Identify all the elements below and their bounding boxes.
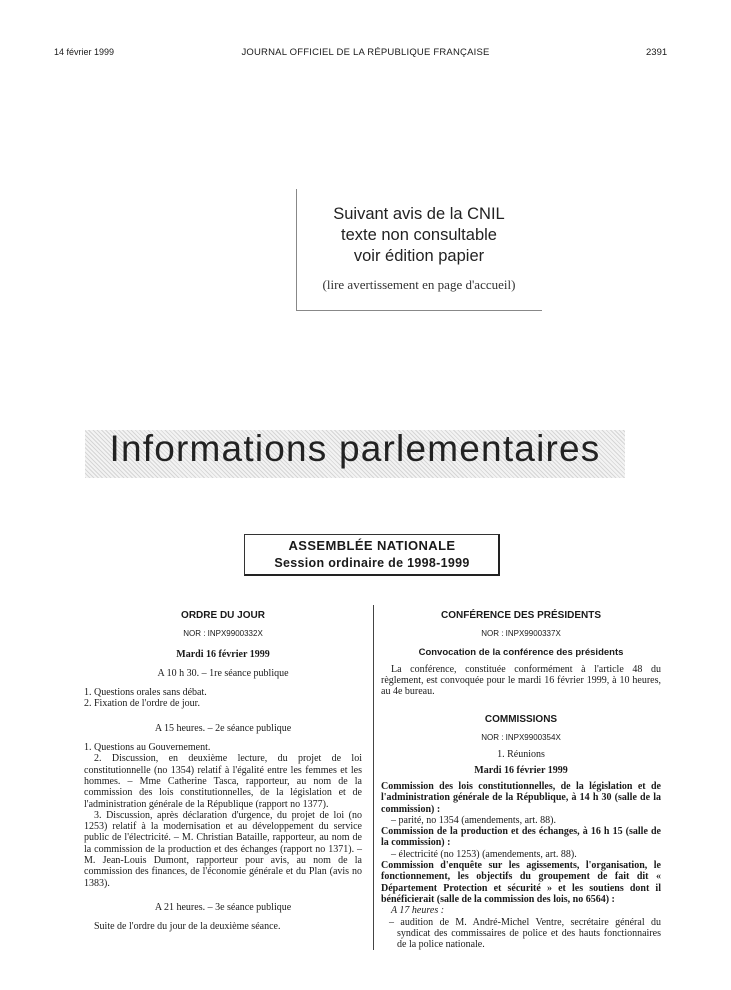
right-column	[381, 610, 661, 950]
session-day: Mardi 16 février 1999	[474, 764, 568, 776]
commission-2-title: Commission de la production et des échanges, à 16 h 15 (salle de la commission) :	[381, 826, 661, 849]
header-date: 14 février 1999	[54, 47, 115, 57]
commission-2-item: – électricité (no 1253) (amendements, art. 88).	[391, 848, 577, 860]
commission-3-time: A 17 heures :	[391, 905, 445, 917]
journal-title: JOURNAL OFFICIEL DE LA RÉPUBLIQUE FRANÇAISE	[241, 47, 490, 58]
conference-heading: CONFÉRENCE DES PRÉSIDENTS	[440, 610, 602, 621]
sitting-2-item: 1. Questions au Gouvernement.	[84, 742, 211, 754]
column-divider	[373, 605, 374, 950]
cnil-notice	[296, 204, 542, 293]
cnil-line-2: texte non consultable	[341, 226, 497, 244]
sitting-3-title: A 21 heures. – 3e séance publique	[154, 901, 292, 913]
nor-reference: NOR : INPX9900354X	[481, 733, 561, 743]
session-day: Mardi 16 février 1999	[176, 648, 270, 660]
commission-3-title: Commission d'enquête sur les agissements, l'organisation, le fonctionnement, les objectifs du groupement de fait dit « Département Protection et sécurité » et les soutiens dont il bénéficierait (salle de la commission des lois, no 6564) :	[381, 860, 661, 905]
sitting-1-item: 2. Fixation de l'ordre de jour.	[84, 698, 200, 710]
sitting-1-item: 1. Questions orales sans débat.	[84, 687, 207, 699]
cnil-line-1: Suivant avis de la CNIL	[333, 205, 505, 223]
reunions-heading: 1. Réunions	[497, 749, 545, 761]
cnil-line-4: (lire avertissement en page d'accueil)	[322, 277, 516, 292]
commission-3-item: – audition de M. André-Michel Ventre, secrétaire général du syndicat des commissaires de police et des hauts fonctionnaires de la police nationale.	[389, 916, 661, 951]
commission-1-title: Commission des lois constitutionnelles, de la législation et de l'administration générale de la République, à 14 h 30 (salle de la commission) :	[381, 780, 661, 815]
assembly-name: ASSEMBLÉE NATIONALE	[288, 538, 456, 553]
conference-subheading: Convocation de la conférence des présidents	[418, 646, 624, 658]
sitting-2-item: 2. Discussion, en deuxième lecture, du projet de loi constitutionnelle (no 1354) relatif à l'égalité entre les femmes et les hommes. – Mme Catherine Tasca, rapporteur, au nom de la commission des lois constitutionnelles, de la législation et de l'administration générale de la République (rapport no 1377).	[84, 753, 362, 810]
sitting-3-text: Suite de l'ordre du jour de la deuxième séance.	[94, 921, 281, 933]
left-column	[84, 610, 362, 933]
sitting-1-title: A 10 h 30. – 1re séance publique	[157, 667, 289, 679]
sitting-2-title: A 15 heures. – 2e séance publique	[154, 722, 292, 734]
commission-1-item: – parité, no 1354 (amendements, art. 88).	[391, 814, 556, 826]
cnil-line-3: voir édition papier	[353, 247, 485, 265]
commissions-heading: COMMISSIONS	[484, 713, 558, 725]
ordre-du-jour-heading: ORDRE DU JOUR	[181, 610, 265, 621]
nor-reference: NOR : INPX9900337X	[481, 629, 561, 639]
section-banner-title: Informations parlementaires	[109, 428, 601, 469]
page-number: 2391	[646, 47, 668, 58]
nor-reference: NOR : INPX9900332X	[183, 629, 263, 639]
sitting-2-item: 3. Discussion, après déclaration d'urgence, du projet de loi (no 1253) relatif à la modernisation et au développement du service public de l'électricité. – M. Christian Bataille, rapporteur, au nom de la commission de la production et des échanges (rapport no 1371). – M. Jean-Louis Dumont, rapporteur pour avis, au nom de la commission des finances, de l'économie générale et du Plan (avis no 1383).	[84, 809, 362, 889]
conference-text: La conférence, constituée conformément à l'article 48 du règlement, est convoquée pour le mardi 16 février 1999, à 10 heures, au 4e bureau.	[381, 663, 661, 698]
session-title: Session ordinaire de 1998-1999	[274, 556, 470, 570]
